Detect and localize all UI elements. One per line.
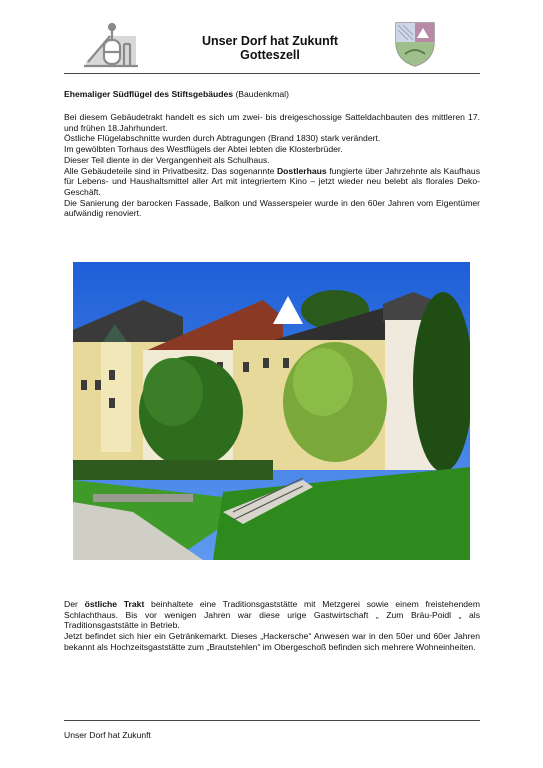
village-logo (82, 22, 140, 72)
text-line: Die Sanierung der barocken Fassade, Balkon und Wasserspeier wurde in den 60er Jahren vom Eigentümer aufwändig renoviert. (64, 197, 480, 219)
coat-of-arms (393, 20, 437, 68)
text-line: Jetzt befindet sich hier ein Getränkemarkt. Dieses „Hackersche“ Anwesen war in den 50er und 60er Jahren bekannt als Hochzeitsgaststätte zum „Brautstehlen“ im Obergeschoß befinden sich mehrere Wohneinheiten. (64, 631, 480, 652)
body-paragraph-1 (64, 112, 480, 219)
eastern-wing-bold: östliche Trakt (84, 599, 145, 609)
footer-text: Unser Dorf hat Zukunft (64, 730, 151, 740)
body-paragraph-2 (64, 599, 480, 653)
header-rule (64, 73, 480, 74)
text-line: Östliche Flügelabschnitte wurden durch Abtragungen (Brand 1830) stark verändert. (64, 133, 381, 144)
text-span: Der (64, 599, 85, 609)
text-line (64, 166, 480, 198)
text-span: beinhaltete eine Traditionsgaststätte mit Metzgerei sowie einem freistehendem Schlachthaus. Bis vor wenigen Jahren war diese urige Gastwirtschaft „ Zum Bräu-Poidl „ als Traditionsgaststätte in Betrieb. (64, 599, 480, 631)
section-heading (64, 89, 480, 99)
header-subtitle: Gotteszell (240, 48, 300, 62)
text-line: Dieser Teil diente in der Vergangenheit als Schulhaus. (64, 154, 270, 165)
section-heading-title: Ehemaliger Südflügel des Stiftsgebäudes (64, 89, 234, 99)
footer-rule (64, 720, 480, 721)
dostlerhaus-bold: Dostlerhaus (276, 165, 327, 176)
header-title: Unser Dorf hat Zukunft (201, 34, 339, 48)
text-span: Alle Gebäudeteile sind in Privatbesitz. Das sogenannte (64, 165, 277, 176)
text-line: Bei diesem Gebäudetrakt handelt es sich um zwei- bis dreigeschossige Satteldachbauten des mittleren 17. und frühen 18.Jahrhundert. (64, 112, 480, 133)
text-line: Im gewölbten Torhaus des Westflügels der Abtei lebten die Klosterbrüder. (64, 144, 343, 155)
building-photo (73, 262, 470, 560)
text-line (64, 599, 480, 631)
section-heading-note: (Baudenkmal) (235, 89, 289, 99)
text-span: fungierte über Jahrzehnte als Kaufhaus für Lebens- und Haushaltsmittel aller Art mit integriertem Kino – jetzt wieder neu belebt als florales Deko-Geschäft. (64, 165, 480, 197)
